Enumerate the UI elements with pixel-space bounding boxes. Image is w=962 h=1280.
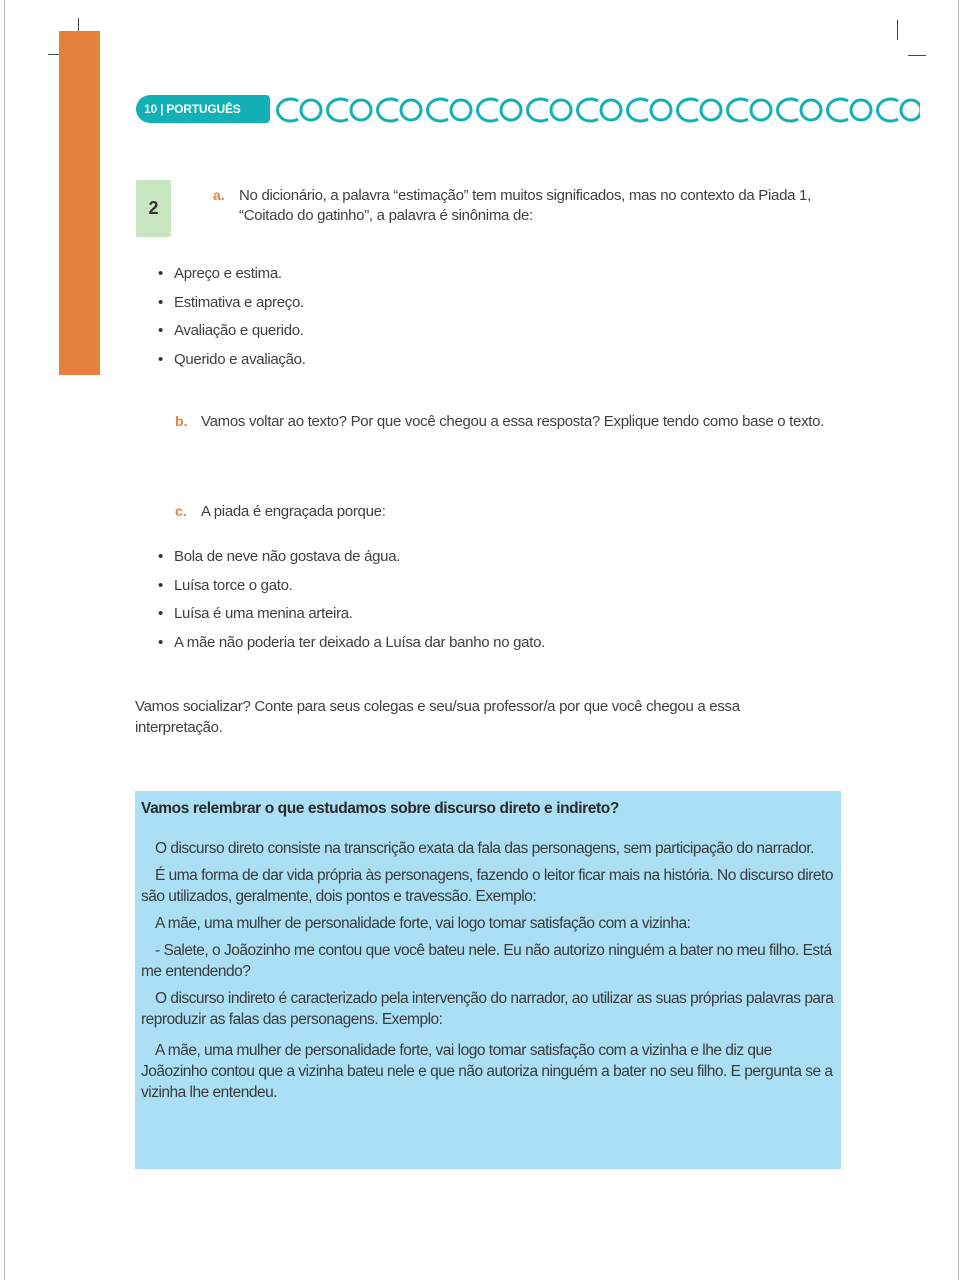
- wave-c-shape: [428, 99, 448, 121]
- wave-c-shape: [378, 99, 398, 121]
- wave-o-shape: [501, 100, 521, 120]
- wave-o-shape: [751, 100, 771, 120]
- wave-o-shape: [351, 100, 371, 120]
- wave-o-shape: [451, 100, 471, 120]
- info-box-paragraph: A mãe, uma mulher de personalidade forte, vai logo tomar satisfação com a vizinha e lhe diz que Joãozinho contou que a vizinha bateu nele e que não autoriza ninguém a bater no seu filho. E pergunta se a vizinha lhe entendeu.: [141, 1042, 833, 1101]
- wave-o-shape: [801, 100, 821, 120]
- wave-o-shape: [851, 100, 871, 120]
- wave-c-shape: [828, 99, 848, 121]
- item-c-text: A piada é engraçada porque:: [201, 503, 386, 520]
- wave-o-shape: [401, 100, 421, 120]
- list-item: • A mãe não poderia ter deixado a Luísa dar banho no gato.: [158, 629, 545, 658]
- page-border-left: [4, 0, 5, 1280]
- list-item: • Avaliação e querido.: [158, 317, 306, 346]
- orange-sidebar-bar: [59, 31, 100, 375]
- wave-c-shape: [678, 99, 698, 121]
- list-item: • Estimativa e apreço.: [158, 289, 306, 318]
- wave-c-shape: [528, 99, 548, 121]
- wave-c-shape: [728, 99, 748, 121]
- crop-mark: [897, 20, 898, 40]
- options-list-a: [158, 260, 306, 374]
- item-letter-b: b.: [175, 413, 188, 429]
- item-b-text: Vamos voltar ao texto? Por que você chegou a essa resposta? Explique tendo como base o texto.: [201, 413, 825, 430]
- wave-o-shape: [551, 100, 571, 120]
- question-number: 2: [136, 180, 171, 237]
- info-box-title: Vamos relembrar o que estudamos sobre discurso direto e indireto?: [141, 800, 619, 817]
- wave-c-shape: [628, 99, 648, 121]
- wave-o-shape: [651, 100, 671, 120]
- page-header: [136, 93, 920, 125]
- wave-o-shape: [301, 100, 321, 120]
- wave-o-shape: [601, 100, 621, 120]
- info-box-paragraph: - Salete, o Joãozinho me contou que você bateu nele. Eu não autorizo ninguém a bater no meu filho. Está me entendendo?: [141, 942, 832, 980]
- wave-c-shape: [778, 99, 798, 121]
- list-item: • Luísa é uma menina arteira.: [158, 600, 545, 629]
- wave-c-shape: [578, 99, 598, 121]
- page-border-right: [958, 0, 959, 1280]
- info-box-paragraph: É uma forma de dar vida própria às personagens, fazendo o leitor ficar mais na história. No discurso direto são utilizados, geralmente, dois pontos e travessão. Exemplo:: [141, 867, 833, 905]
- wave-c-shape: [478, 99, 498, 121]
- wave-c-shape: [328, 99, 348, 121]
- wave-o-shape: [701, 100, 721, 120]
- info-box-paragraph: O discurso indireto é caracterizado pela intervenção do narrador, ao utilizar as suas próprias palavras para reproduzir as falas das personagens. Exemplo:: [141, 990, 834, 1028]
- info-box-paragraph: A mãe, uma mulher de personalidade forte, vai logo tomar satisfação com a vizinha:: [155, 915, 691, 932]
- decorative-wave-pattern: [266, 93, 920, 125]
- list-item: • Apreço e estima.: [158, 260, 306, 289]
- subject-badge: 10 | PORTUGUÊS: [136, 95, 270, 123]
- crop-mark: [908, 55, 926, 56]
- options-list-c: [158, 543, 545, 657]
- item-letter-a: a.: [213, 187, 225, 203]
- info-box-paragraph: O discurso direto consiste na transcrição exata da fala das personagens, sem participação do narrador.: [155, 840, 814, 857]
- info-box: [135, 791, 841, 1169]
- list-item: • Luísa torce o gato.: [158, 572, 545, 601]
- item-letter-c: c.: [175, 503, 187, 519]
- item-a-text: No dicionário, a palavra “estimação” tem muitos significados, mas no contexto da Piada 1, “Coitado do gatinho”, a palavra é sinônima de:: [239, 187, 811, 224]
- wave-o-shape: [901, 100, 920, 120]
- list-item: • Bola de neve não gostava de água.: [158, 543, 545, 572]
- socialize-paragraph: Vamos socializar? Conte para seus colegas e seu/sua professor/a por que você chegou a essa interpretação.: [135, 698, 740, 736]
- wave-c-shape: [878, 99, 898, 121]
- wave-c-shape: [278, 99, 298, 121]
- list-item: • Querido e avaliação.: [158, 346, 306, 375]
